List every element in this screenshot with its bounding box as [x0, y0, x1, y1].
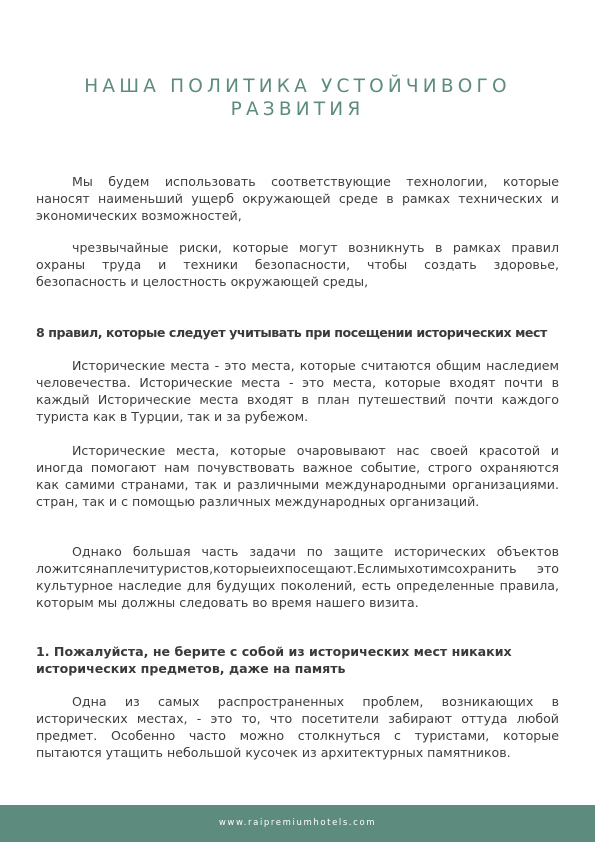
heading-8-rules: 8 правил, которые следует учитывать при посещении исторических мест [36, 325, 547, 340]
heading-rule-1: 1. Пожалуйста, не берите с собой из исторических мест никаких исторических предметов, даже на память [36, 644, 512, 676]
paragraph-souvenirs: Одна из самых распространенных проблем, возникающих в исторических местах, - это то, что посетители забирают оттуда любой предмет. Особенно часто можно столкнуться с туристами, которые пытаются утащить небольшой кусочек из архитектурных памятников. [36, 694, 559, 760]
paragraph-protection: Однако большая часть задачи по защите исторических объектов ложитсянаплечитуристов,которыеихпосещают.Еслимыхотимсохранить это культурное наследие для будущих поколений, есть определенные правила, которым мы должны следовать во время нашего визита. [36, 544, 559, 610]
page-title-line-2: РАЗВИТИЯ [230, 99, 365, 120]
paragraph-beauty: Исторические места, которые очаровывают нас своей красотой и иногда помогают нам почувствовать важное событие, строго охраняются как самими странами, так и различными международными организациями. стран, так и с помощью различных международных организаций. [36, 443, 559, 509]
paragraph-historical-places: Исторические места - это места, которые считаются общим наследием человечества. Исторические места - это места, которые входят почти в каждый Исторические места входят в план путешествий почти каждого туриста как в Турции, так и за рубежом. [36, 358, 559, 424]
footer-bar [0, 805, 595, 842]
page-title-line-1: НАША ПОЛИТИКА УСТОЙЧИВОГО [84, 76, 511, 97]
footer-website-link[interactable]: www.raipremiumhotels.com [218, 818, 377, 828]
paragraph-risks: чрезвычайные риски, которые могут возникнуть в рамках правил охраны труда и техники безопасности, чтобы создать здоровье, безопасность и целостность окружающей среды, [36, 240, 559, 289]
paragraph-technologies: Мы будем использовать соответствующие технологии, которые наносят наименьший ущерб окружающей среде в рамках технических и экономических возможностей, [36, 174, 559, 223]
